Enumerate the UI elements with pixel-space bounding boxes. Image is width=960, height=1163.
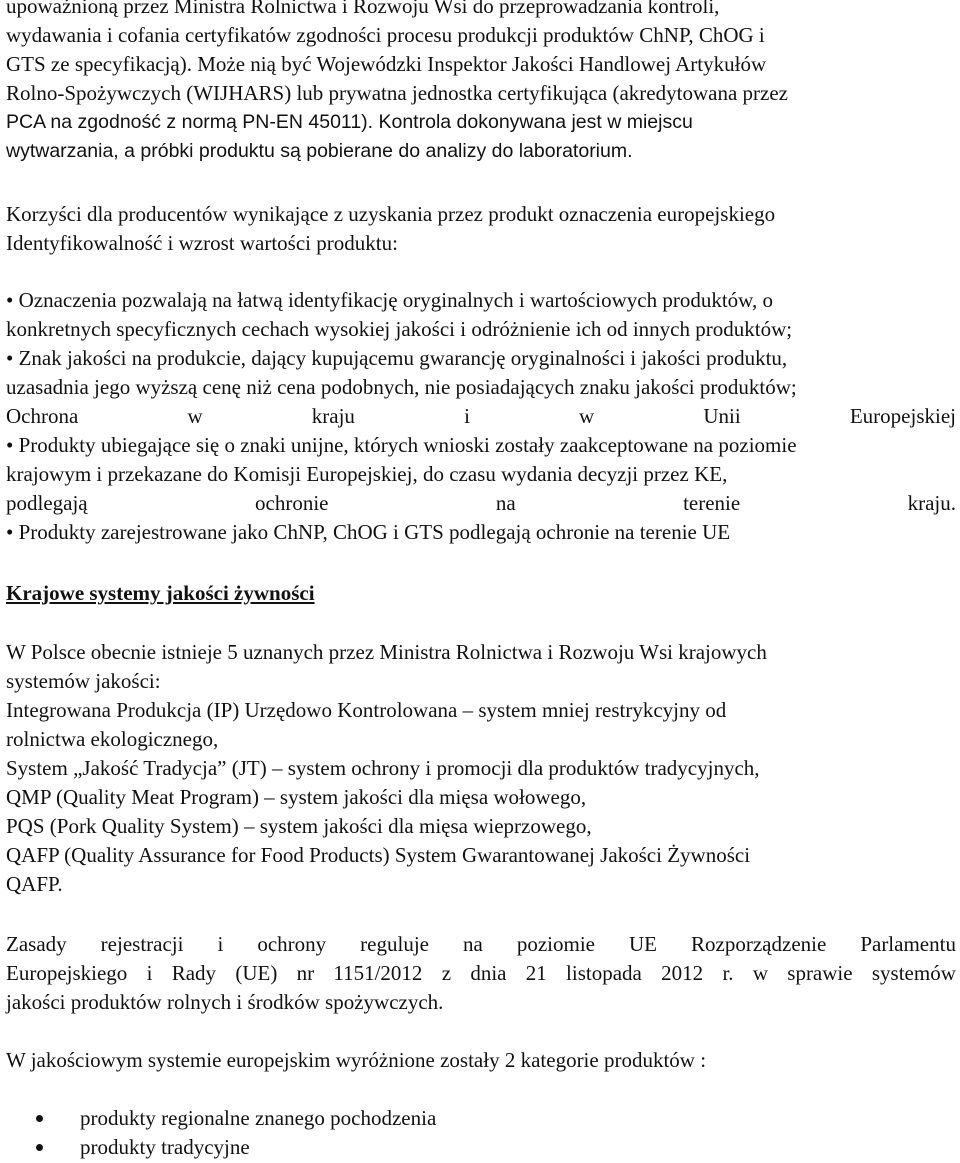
protection-word-3: kraju	[311, 404, 355, 428]
intro-text-1: upoważnioną przez Ministra Rolnictwa i Rozwoju Wsi do przeprowadzania kontroli,	[6, 0, 720, 18]
benefit-line-6: krajowym i przekazane do Komisji Europejskiej, do czasu wydania decyzji przez KE,	[6, 462, 728, 486]
categories-intro: W jakościowym systemie europejskim wyróżnione zostały 2 kategorie produktów :	[6, 1048, 707, 1072]
systems-line-4: rolnictwa ekologicznego,	[6, 727, 219, 751]
regulation-1-word-10: Parlamentu	[860, 932, 956, 956]
regulation-2-word-15: systemów	[871, 961, 956, 985]
intro-text-3: GTS ze specyfikacją). Może nią być Wojewódzki Inspektor Jakości Handlowej Artykułów	[6, 52, 767, 76]
regulation-2-word-9: 21	[525, 961, 547, 985]
bullet-icon	[36, 1115, 43, 1122]
protect-line	[6, 489, 956, 518]
systems-line-2: systemów jakości:	[6, 669, 161, 693]
systems-line-6: QMP (Quality Meat Program) – system jakości dla mięsa wołowego,	[6, 785, 587, 809]
regulation-2-word-4: (UE)	[235, 961, 278, 985]
benefits-intro-line-2: Identyfikowalność i wzrost wartości produktu:	[6, 231, 398, 255]
protect-word-5: kraju.	[907, 491, 956, 515]
regulation-2-word-7: z	[441, 961, 452, 985]
intro-text-6: wytwarzania, a próbki produktu są pobierane do analizy do laboratorium.	[6, 140, 633, 162]
regulation-line-1	[6, 930, 956, 959]
intro-line-6	[6, 137, 956, 166]
benefit-line-7: • Produkty zarejestrowane jako ChNP, ChOG i GTS podlegają ochronie na terenie UE	[6, 520, 731, 544]
regulation-2-word-12: r.	[722, 961, 734, 985]
regulation-2-word-5: nr	[296, 961, 315, 985]
protection-word-7: Europejskiej	[849, 404, 956, 428]
regulation-2-word-11: 2012	[661, 961, 704, 985]
regulation-2-word-14: sprawie	[787, 961, 853, 985]
regulation-1-word-7: poziomie	[516, 932, 595, 956]
benefits-intro	[6, 200, 956, 258]
regulation-paragraph	[6, 930, 956, 1017]
systems-line-9: QAFP.	[6, 872, 63, 896]
protect-word-3: na	[495, 491, 516, 515]
category-label: produkty tradycyjne	[80, 1135, 250, 1159]
regulation-2-word-2: i	[146, 961, 153, 985]
protection-word-4: i	[464, 404, 470, 428]
list-item	[6, 1133, 956, 1162]
intro-line-3	[6, 50, 956, 79]
benefit-line-5: • Produkty ubiegające się o znaki unijne, których wnioski zostały zaakceptowane na poziomie	[6, 433, 797, 457]
systems-line-3: Integrowana Produkcja (IP) Urzędowo Kontrolowana – system mniej restrykcyjny od	[6, 698, 727, 722]
systems-line-1: W Polsce obecnie istnieje 5 uznanych przez Ministra Rolnictwa i Rozwoju Wsi krajowych	[6, 640, 767, 664]
regulation-1-word-4: ochrony	[257, 932, 327, 956]
intro-line-2	[6, 21, 956, 50]
bullet-icon	[36, 1144, 43, 1151]
protection-word-6: Unii	[703, 404, 741, 428]
protect-word-2: ochronie	[255, 491, 329, 515]
intro-line-5	[6, 108, 956, 137]
categories-list	[6, 1104, 956, 1162]
intro-text-4: Rolno-Spożywczych (WIJHARS) lub prywatna jednostka certyfikująca (akredytowana przez	[6, 81, 788, 105]
regulation-2-word-8: dnia	[470, 961, 507, 985]
intro-paragraph	[6, 0, 956, 166]
benefit-line-3: • Znak jakości na produkcie, dający kupującemu gwarancję oryginalności i jakości produktu,	[6, 346, 788, 370]
intro-line-1	[6, 0, 956, 21]
protection-word-2: w	[187, 404, 203, 428]
regulation-2-word-1: Europejskiego	[6, 961, 128, 985]
regulation-2-word-6: 1151/2012	[333, 961, 423, 985]
intro-text-2: wydawania i cofania certyfikatów zgodności procesu produkcji produktów ChNP, ChOG i	[6, 23, 765, 47]
regulation-1-word-2: rejestracji	[100, 932, 184, 956]
regulation-1-word-8: UE	[629, 932, 658, 956]
systems-line-5: System „Jakość Tradycja” (JT) – system ochrony i promocji dla produktów tradycyjnych,	[6, 756, 760, 780]
list-item	[6, 1104, 956, 1133]
national-systems	[6, 638, 956, 899]
systems-line-8: QAFP (Quality Assurance for Food Products) System Gwarantowanej Jakości Żywności	[6, 843, 751, 867]
protect-word-1: podlegają	[6, 491, 88, 515]
protection-word-5: w	[579, 404, 595, 428]
benefits-list	[6, 286, 956, 547]
regulation-2-word-3: Rady	[171, 961, 217, 985]
benefits-intro-line-1: Korzyści dla producentów wynikające z uzyskania przez produkt oznaczenia europejskiego	[6, 202, 776, 226]
section-heading: Krajowe systemy jakości żywności	[6, 581, 315, 605]
benefit-line-4: uzasadnia jego wyższą cenę niż cena podobnych, nie posiadających znaku jakości produktów;	[6, 375, 797, 399]
regulation-2-word-13: w	[752, 961, 768, 985]
systems-line-7: PQS (Pork Quality System) – system jakości dla mięsa wieprzowego,	[6, 814, 592, 838]
protect-word-4: terenie	[683, 491, 741, 515]
benefit-line-2: konkretnych specyficznych cechach wysokiej jakości i odróżnienie ich od innych produktów;	[6, 317, 793, 341]
regulation-1-word-3: i	[217, 932, 224, 956]
intro-text-5: PCA na zgodność z normą PN-EN 45011). Kontrola dokonywana jest w miejscu	[6, 111, 693, 133]
benefit-line-1: • Oznaczenia pozwalają na łatwą identyfikację oryginalnych i wartościowych produktów, o	[6, 288, 773, 312]
regulation-1-word-9: Rozporządzenie	[691, 932, 827, 956]
regulation-line-2	[6, 959, 956, 988]
regulation-1-word-5: reguluje	[360, 932, 429, 956]
category-label: produkty regionalne znanego pochodzenia	[80, 1106, 437, 1130]
protection-line	[6, 402, 956, 431]
protection-word-1: Ochrona	[6, 404, 79, 428]
intro-line-4	[6, 79, 956, 108]
regulation-2-word-10: listopada	[566, 961, 642, 985]
regulation-1-word-6: na	[463, 932, 483, 956]
regulation-1-word-1: Zasady	[6, 932, 67, 956]
regulation-line-3: jakości produktów rolnych i środków spożywczych.	[6, 990, 444, 1014]
